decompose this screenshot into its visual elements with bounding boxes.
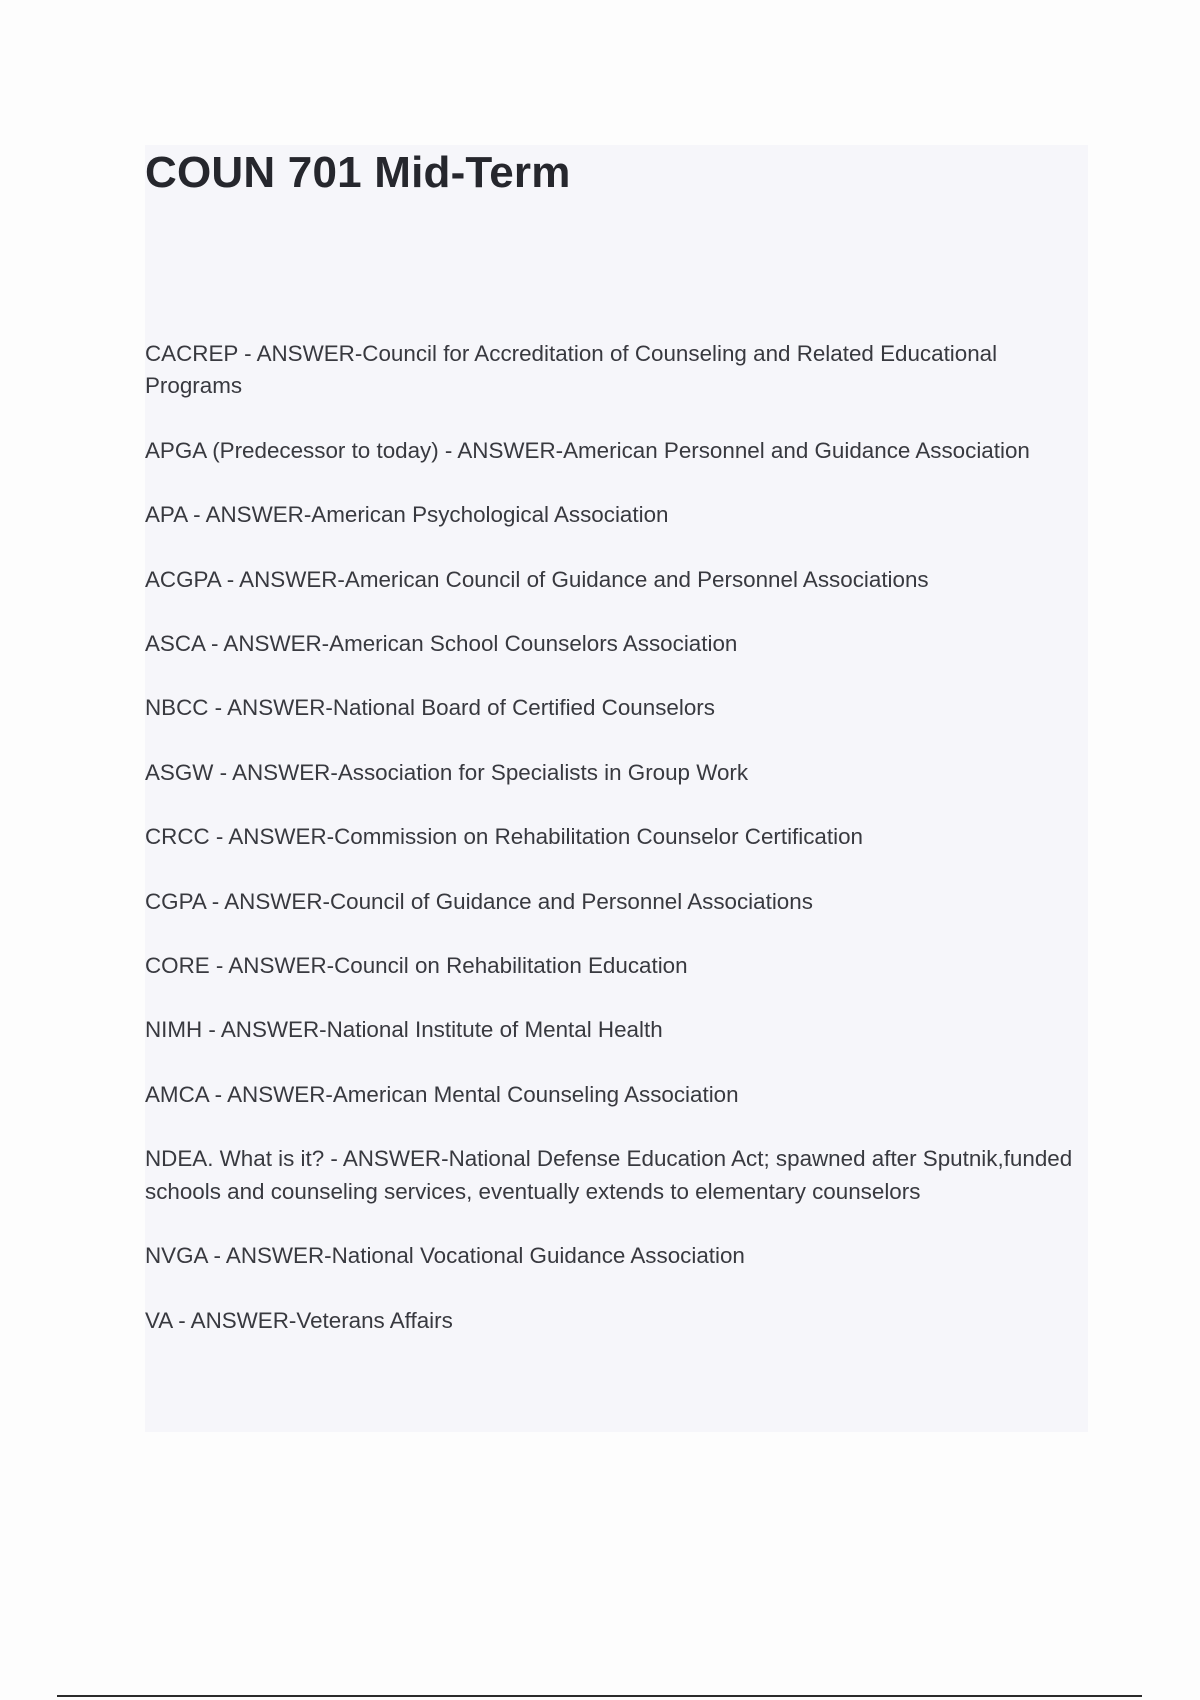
flashcard-entry: CGPA - ANSWER-Council of Guidance and Personnel Associations	[145, 888, 813, 914]
footer-divider	[57, 1695, 1142, 1697]
flashcard-entry: CRCC - ANSWER-Commission on Rehabilitation Counselor Certification	[145, 824, 863, 850]
flashcard-entry: ASCA - ANSWER-American School Counselors Association	[145, 631, 738, 657]
flashcard-entry: VA - ANSWER-Veterans Affairs	[145, 1307, 453, 1333]
flashcard-entry: APGA (Predecessor to today) - ANSWER-American Personnel and Guidance Association	[145, 437, 1030, 463]
document-body	[145, 145, 1088, 1432]
page-title: COUN 701 Mid-Term	[145, 148, 571, 197]
flashcard-entry: AMCA - ANSWER-American Mental Counseling Association	[145, 1081, 739, 1107]
flashcard-entry: CACREP - ANSWER-Council for Accreditation of Counseling and Related Educational Programs	[145, 341, 1004, 399]
flashcard-entry: ACGPA - ANSWER-American Council of Guidance and Personnel Associations	[145, 566, 929, 592]
flashcard-entry: NIMH - ANSWER-National Institute of Mental Health	[145, 1017, 663, 1043]
flashcard-entry: NBCC - ANSWER-National Board of Certified Counselors	[145, 695, 715, 721]
flashcard-entry: CORE - ANSWER-Council on Rehabilitation Education	[145, 953, 688, 979]
flashcard-entry: NVGA - ANSWER-National Vocational Guidance Association	[145, 1243, 745, 1269]
flashcard-entry: APA - ANSWER-American Psychological Association	[145, 502, 669, 528]
flashcard-entry: ASGW - ANSWER-Association for Specialists in Group Work	[145, 759, 749, 785]
flashcard-list	[145, 338, 1085, 1337]
flashcard-entry: NDEA. What is it? - ANSWER-National Defense Education Act; spawned after Sputnik,funded schools and counseling services, eventually extends to elementary counselors	[145, 1146, 1079, 1204]
